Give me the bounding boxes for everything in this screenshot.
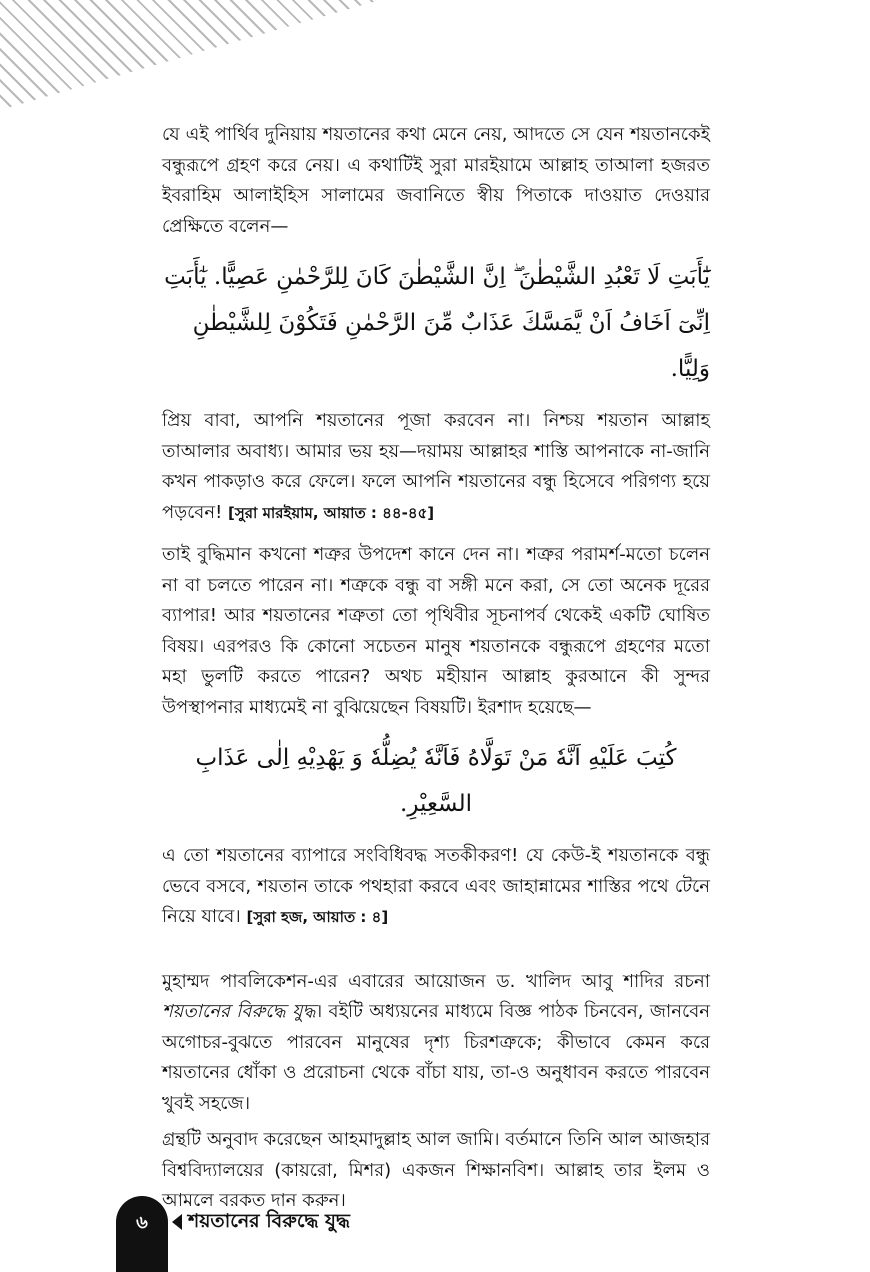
corner-hatch-decoration — [0, 0, 380, 110]
page-number: ৬ — [136, 1212, 148, 1233]
triangle-left-icon — [172, 1214, 182, 1230]
paragraph-intro: যে এই পার্থিব দুনিয়ায় শয়তানের কথা মেনে নেয়, আদতে সে যেন শয়তানকেই বন্ধুরূপে গ্রহণ করে নেয়। এ কথাটিই সুরা মারইয়ামে আল্লাহ তাআলা হজরত ইবরাহিম আলাইহিস সালামের জবানিতে স্বীয় পিতাকে দাওয়াত দেওয়ার প্রেক্ষিতে বলেন— — [162, 124, 710, 237]
paragraph-translator: গ্রন্থটি অনুবাদ করেছেন আহমাদুল্লাহ আল জামি। বর্তমানে তিনি আল আজহার বিশ্ববিদ্যালয়ের (কায়রো, মিশর) একজন শিক্ষানবিশ। আল্লাহ তার ইলম ও আমলে বরকত দান করুন। — [162, 1129, 710, 1211]
warning-text: এ তো শয়তানের ব্যাপারে সংবিধিবদ্ধ সতকীকরণ! যে কেউ-ই শয়তানকে বন্ধু ভেবে বসবে, শয়তান তাকে পথহারা করবে এবং জাহান্নামের শাস্তির পথে টেনে নিয়ে যাবে। — [162, 845, 710, 927]
book-title-italic: শয়তানের বিরুদ্ধে যুদ্ধ — [162, 1001, 316, 1022]
paragraph-warning — [162, 841, 710, 933]
translation-text: প্রিয় বাবা, আপনি শয়তানের পূজা করবেন না। নিশ্চয় শয়তান আল্লাহ তাআলার অবাধ্য। আমার ভয় হয়—দয়াময় আল্লাহর শাস্তি আপনাকে না-জানি কখন পাকড়াও করে ফেলে। ফলে আপনি শয়তানের বন্ধু হিসেবে পরিগণ্য হয়ে পড়বেন! — [162, 410, 710, 523]
publication-text-before: মুহাম্মদ পাবলিকেশন-এর এবারের আয়োজন ড. খালিদ আবু শাদির রচনা — [162, 970, 710, 992]
paragraph-publication — [162, 967, 710, 1120]
arabic-verse-maryam: يَٰٓأَبَتِ لَا تَعْبُدِ الشَّيْطٰنَ ۖ اِنَّ الشَّيْطٰنَ كَانَ لِلرَّحْمٰنِ عَصِيًّا. يٰٓأَبَتِ اِنِّىٓ اَخَافُ اَنْ يَّمَسَّكَ عَذَابٌ مِّنَ الرَّحْمٰنِ فَتَكُوْنَ لِلشَّيْطٰنِ وَلِيًّا. — [164, 264, 710, 382]
paragraph-enemy-advice: তাই বুদ্ধিমান কখনো শত্রুর উপদেশ কানে দেন না। শত্রুর পরামর্শ-মতো চলেন না বা চলতে পারেন না। শত্রুকে বন্ধু বা সঙ্গী মনে করা, সে তো অনেক দূরের ব্যাপার! আর শয়তানের শত্রুতা তো পৃথিবীর সূচনাপর্ব থেকেই একটি ঘোষিত বিষয়। এরপরও কি কোনো সচেতন মানুষ শয়তানকে বন্ধুরূপে গ্রহণের মতো মহা ভুলটি করতে পারেন? অথচ মহীয়ান আল্লাহ কুরআনে কী সুন্দর উপস্থাপনার মাধ্যমেই না বুঝিয়েছেন বিষয়টি। ইরশাদ হয়েছে— — [162, 544, 710, 718]
publication-text-after: । বইটি অধ্যয়নের মাধ্যমে বিজ্ঞ পাঠক চিনবেন, জানবেন অগোচর-বুঝতে পারবেন মানুষের দৃশ্য চিরশত্রুকে; কীভাবে কেমন করে শয়তানের ধোঁকা ও প্ররোচনা থেকে বাঁচা যায়, তা-ও অনুধাবন করতে পারবেন খুবই সহজে। — [162, 1001, 710, 1114]
verse-reference: [সুরা মারইয়াম, আয়াত : ৪৪-৪৫] — [228, 503, 435, 522]
page-body — [162, 120, 710, 1217]
verse-reference: [সুরা হজ, আয়াত : ৪] — [246, 908, 389, 926]
running-title: শয়তানের বিরুদ্ধে যুদ্ধ — [188, 1210, 350, 1232]
paragraph-translation-maryam — [162, 406, 710, 528]
arabic-verse-hajj: كُتِبَ عَلَيْهِ اَنَّهٗ مَنْ تَوَلَّاهُ فَاَنَّهٗ يُضِلُّهٗ وَ يَهْدِيْهِ اِلٰى عَذَابِ السَّعِيْرِ. — [195, 745, 677, 817]
